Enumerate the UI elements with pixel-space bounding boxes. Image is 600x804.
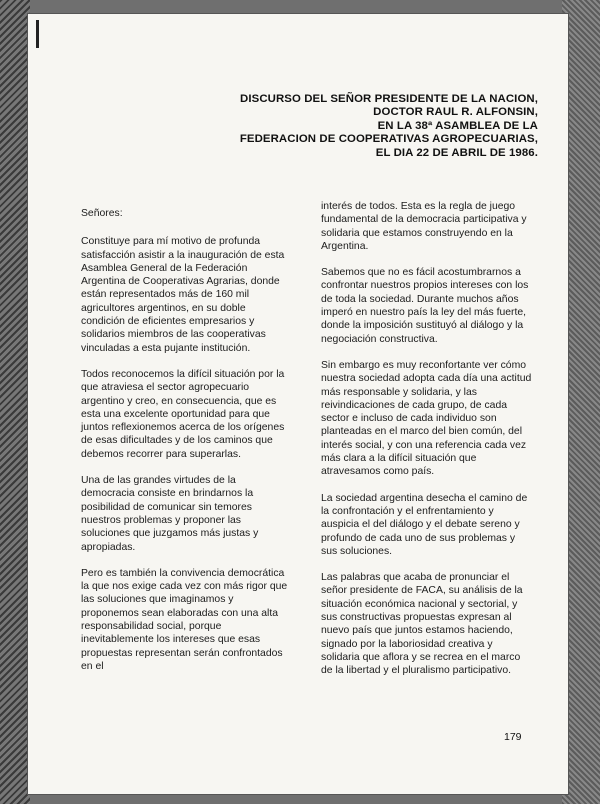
paragraph: Una de las grandes virtudes de la democracia consiste en brindarnos la posibilidad de comunicar sin temores nuestros problemas y proponer las soluciones que juzgamos más justas y apropiadas. [81,475,259,553]
paragraph: Sabemos que no es fácil acostumbrarnos a confrontar nuestros propios intereses con los de toda la sociedad. Durante muchos años imperó en nuestro país la ley del más fuerte, donde la imposición sustituyó al diálogo y la negociación constructiva. [321,267,529,345]
paragraph: La sociedad argentina desecha el camino de la confrontación y el enfrentamiento y auspicia el del diálogo y el debate sereno y profundo de cada uno de sus problemas y sus soluciones. [321,492,528,557]
scan-border-left [0,0,30,804]
page-number: 179 [504,731,522,743]
speech-heading [208,93,538,160]
heading-line-5: EL DIA 22 DE ABRIL DE 1986. [375,146,538,159]
right-column [321,200,533,691]
paragraph: Constituye para mí motivo de profunda satisfacción asistir a la inauguración de esta Asamblea General de la Federación Argentina de Cooperativas Agrarias, donde están representados más de 160 mil agricultores argentinos, en su doble condición de eficientes empresarios y solidarios miembros de las cooperativas vinculadas a esta pujante institución. [81,236,285,354]
paragraph: interés de todos. Esta es la regla de juego fundamental de la democracia participativa y solidaria que estamos construyendo en la Argentina. [321,201,527,252]
heading-line-1: DISCURSO DEL SEÑOR PRESIDENTE DE LA NACION, [240,93,538,105]
left-column [81,207,291,686]
heading-line-2: DOCTOR RAUL R. ALFONSIN, [373,106,538,119]
paragraph: Pero es también la convivencia democrática la que nos exige cada vez con más rigor que las soluciones que imaginamos y proponemos sean elaboradas con una alta responsabilidad social, porque inevitablemente los intereses que esas propuestas representan serán confrontados en el [81,567,288,672]
heading-line-4: FEDERACION DE COOPERATIVAS AGROPECUARIAS, [239,133,538,146]
salutation: Señores: [81,208,123,219]
paragraph: Todos reconocemos la difícil situación por la que atraviesa el sector agropecuario argentino y creo, en consecuencia, que es esta una excelente oportunidad para que juntos reflexionemos acerca de los orígenes de esas dificultades y de los caminos que debemos recorrer para superarlas. [81,368,285,460]
paragraph: Las palabras que acaba de pronunciar el señor presidente de FACA, su análisis de la situación económica nacional y sectorial, y sus constructivas propuestas expresan al nuevo país que juntos estamos haciendo, signado por la laboriosidad creativa y solidaria que aflora y se recrea en el marco de la libertad y el pluralismo participativo. [321,572,523,677]
heading-line-3: EN LA 38ª ASAMBLEA DE LA [377,119,538,132]
scan-mark [36,20,39,48]
paragraph: Sin embargo es muy reconfortante ver cómo nuestra sociedad adopta cada día una actitud más responsable y solidaria, y las reivindicaciones de cada grupo, de cada sector e incluso de cada individuo son planteadas en el marco del bien común, del interés social, y con una referencia cada vez más clara a la difícil situación que atravesamos como país. [321,359,532,478]
